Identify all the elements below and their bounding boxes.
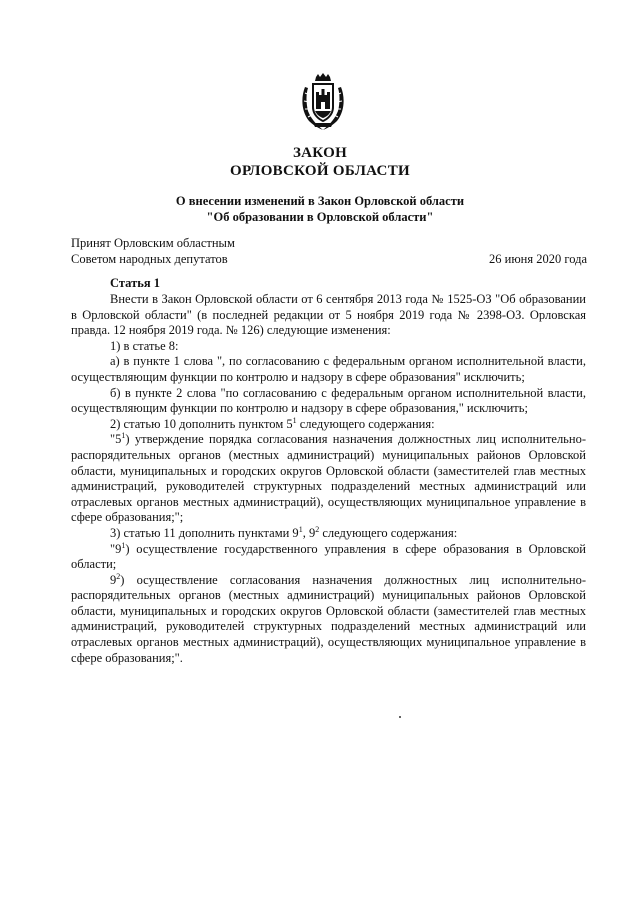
- adoption-line1: Принят Орловским областным: [71, 236, 235, 250]
- point-5-1-sup: 1: [121, 431, 126, 441]
- item-1: 1) в статье 8:: [110, 338, 179, 353]
- article-heading: Статья 1: [110, 276, 160, 290]
- scan-speck: [399, 716, 401, 718]
- point-9-2-text: ) осуществление согласования назначения должностных лиц исполнительно-распорядительных органов (местных администраций) муниципальных районов Орловской области, муниципальных и городских округов Орловской области (заместителей глав местных администраций, руководителей структурных подразделений местных администраций или отраслевых органов местных администраций), осуществляющих муниципальное управление в сфере образования;".: [71, 572, 586, 665]
- point-9-1: [71, 542, 586, 573]
- item-3-sup1: 1: [298, 524, 303, 534]
- coat-of-arms-icon: [299, 73, 347, 131]
- article-body: [71, 292, 586, 666]
- item-1a: а) в пункте 1 слова ", по согласованию с федеральным органом исполнительной власти, осуществляющим функции по контролю и надзору в сфере образования" исключить;: [71, 354, 586, 384]
- point-9-2-num: 9: [110, 572, 117, 587]
- item-3-mid: , 9: [302, 525, 316, 540]
- point-9-1-sup: 1: [121, 540, 126, 550]
- item-1b: б) в пункте 2 слова "по согласованию с федеральным органом исполнительной власти, осуществляющим функции по контролю и надзору в сфере образования," исключить;: [71, 385, 586, 416]
- item-3: [71, 526, 586, 542]
- adoption-line2: Советом народных депутатов: [71, 252, 228, 266]
- item-3-text-end: следующего содержания:: [319, 525, 458, 540]
- law-subtitle-line2: "Об образовании в Орловской области": [206, 210, 434, 224]
- item-2-sup: 1: [292, 415, 297, 425]
- article-intro: Внести в Закон Орловской области от 6 сентября 2013 года № 1525-ОЗ "Об образовании в Орловской области" (в последней редакции от 5 ноября 2019 года № 2398-ОЗ. Орловская правда. 12 ноября 2019 года. № 126) следующие изменения:: [71, 292, 586, 338]
- point-9-2-sup: 2: [116, 571, 121, 581]
- item-3-sup2: 2: [315, 524, 320, 534]
- point-5-1-num: "5: [110, 432, 122, 447]
- adoption-date: 26 июня 2020 года: [489, 252, 587, 266]
- law-title-line1: ЗАКОН: [292, 145, 348, 161]
- adoption-block: [71, 235, 235, 267]
- point-5-1: [71, 432, 586, 526]
- point-9-1-text: ) осуществление государственного управления в сфере образования в Орловской области;: [71, 541, 586, 572]
- item-3-text: 3) статью 11 дополнить пунктами 9: [110, 525, 299, 540]
- item-2-text: 2) статью 10 дополнить пунктом 5: [110, 416, 293, 431]
- law-title-line2: ОРЛОВСКОЙ ОБЛАСТИ: [230, 163, 410, 179]
- point-5-1-text: ) утверждение порядка согласования назначения должностных лиц исполнительно-распорядительных органов (местных администраций) муниципальных районов Орловской области, муниципальных и городских округов Орловской области (заместителей глав местных администраций, руководителей структурных подразделений местных администраций или отраслевых органов местных администраций), осуществляющих муниципальное управление в сфере образования;";: [71, 432, 586, 525]
- point-9-2: [71, 573, 586, 667]
- law-subtitle-line1: О внесении изменений в Закон Орловской области: [175, 194, 465, 208]
- item-2: [71, 417, 586, 433]
- item-2-text-end: следующего содержания:: [296, 416, 435, 431]
- point-9-1-num: "9: [110, 541, 122, 556]
